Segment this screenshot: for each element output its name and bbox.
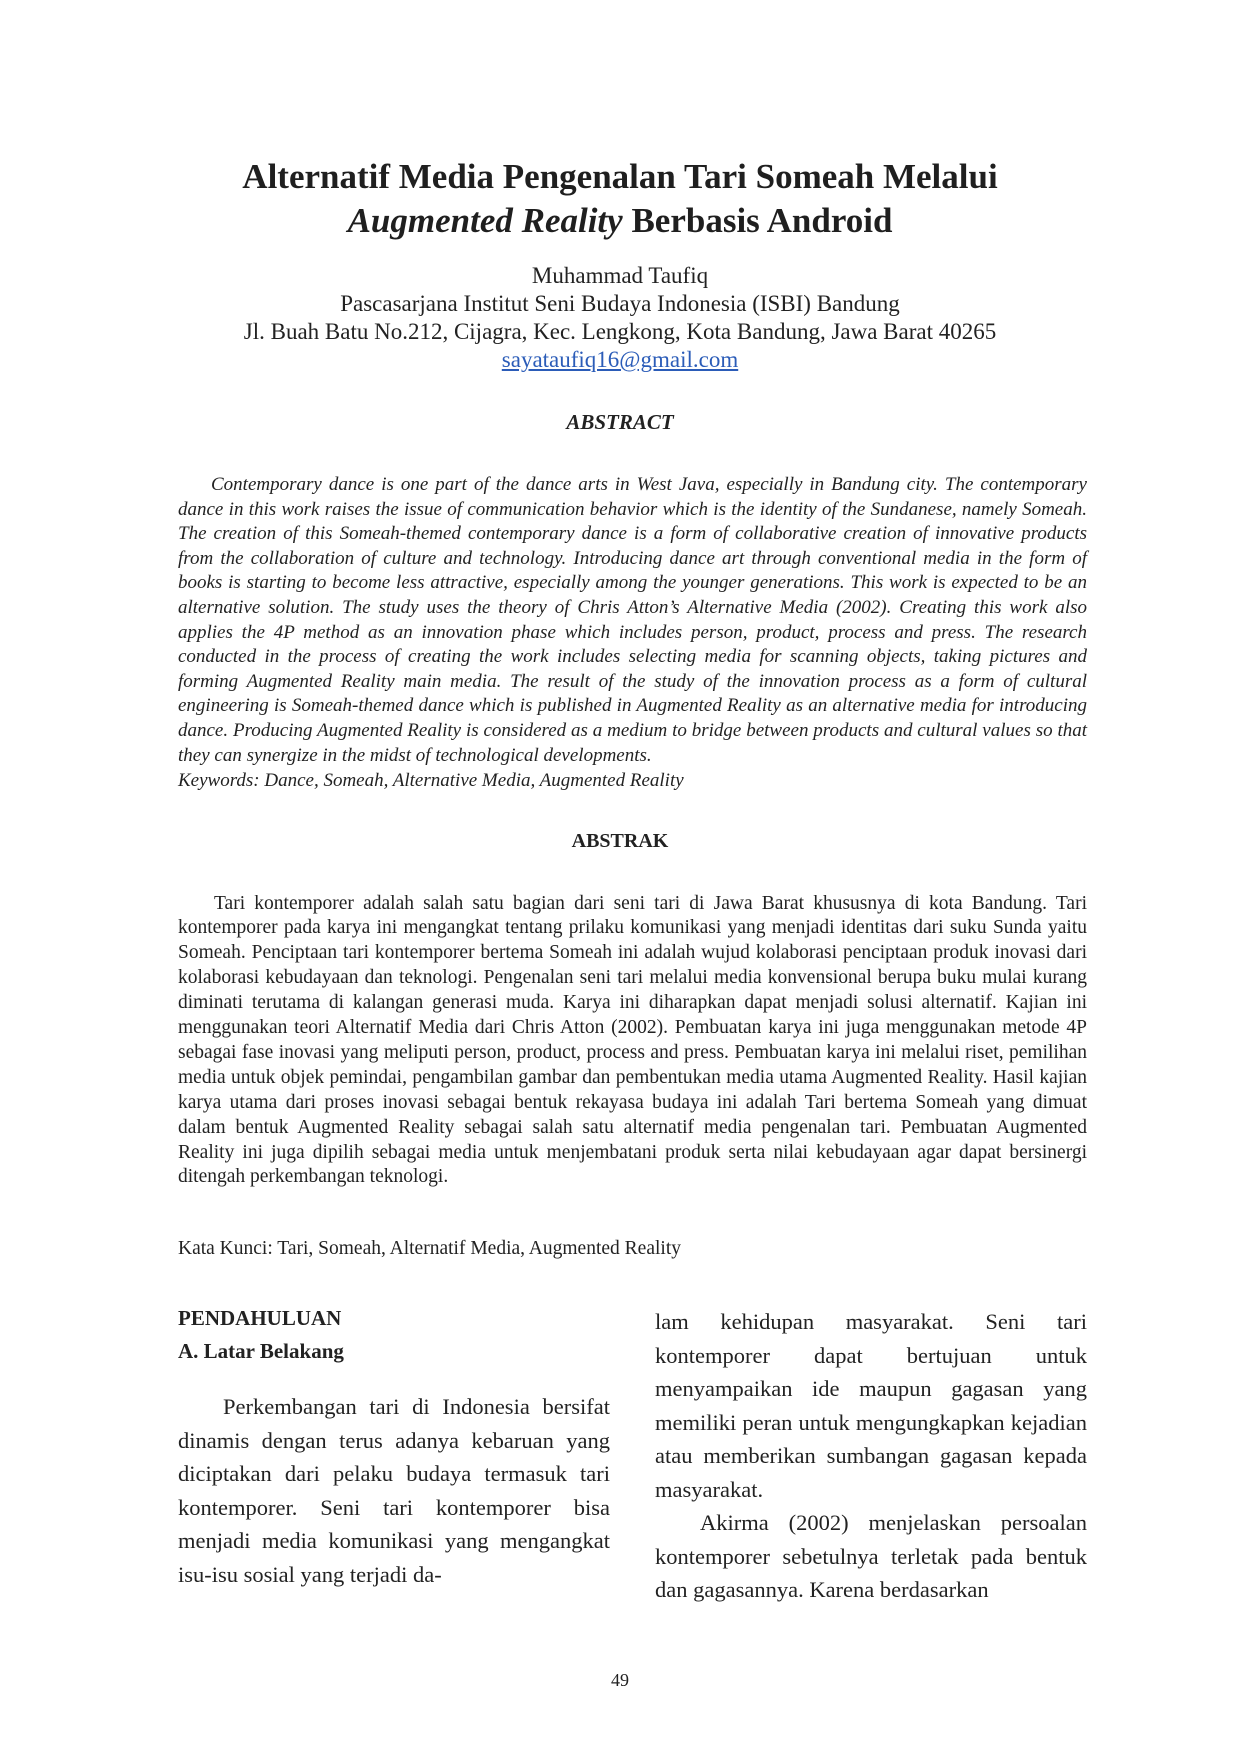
author-email-link[interactable]: sayataufiq16@gmail.com <box>501 347 739 372</box>
title-italic-part: Augmented Reality <box>347 201 623 240</box>
subsection-heading-latar-belakang: A. Latar Belakang <box>178 1339 344 1363</box>
author-address: Jl. Buah Batu No.212, Cijagra, Kec. Lengkong, Kota Bandung, Jawa Barat 40265 <box>243 319 997 344</box>
intro-paragraph-right-2: Akirma (2002) menjelaskan persoalan kontemporer sebetulnya terletak pada bentuk dan gagasannya. Karena berdasarkan <box>655 1510 1087 1602</box>
abstrak-body: Tari kontemporer adalah salah satu bagian dari seni tari di Jawa Barat khususnya di kota Bandung. Tari kontemporer pada karya ini mengangkat tentang prilaku komunikasi yang menjadi identitas dari suku Sunda yaitu Someah. Penciptaan tari kontemporer bertema Someah ini adalah wujud kolaborasi penciptaan produk inovasi dari kolaborasi kebudayaan dan teknologi. Pengenalan seni tari melalui media konvensional berupa buku mulai kurang diminati terutama di kalangan generasi muda. Karya ini diharapkan dapat menjadi solusi alternatif. Kajian ini menggunakan teori Alternatif Media dari Chris Atton (2002). Pembuatan karya ini juga menggunakan metode 4P sebagai fase inovasi yang meliputi person, product, process and press. Pembuatan karya ini melalui riset, pemilihan media untuk objek pemindai, pengambilan gambar dan pembentukan media utama Augmented Reality. Hasil kajian karya utama dari proses inovasi sebagai bentuk rekayasa budaya ini adalah Tari bertema Someah yang dimuat dalam bentuk Augmented Reality sebagai salah satu alternatif media pengenalan tari. Pembuatan Augmented Reality ini juga dipilih sebagai media untuk menjembatani produk serta nilai kebudayaan agar dapat bersinergi ditengah perkembangan teknologi. <box>178 892 1087 1188</box>
intro-paragraph-left: Perkembangan tari di Indonesia bersifat dinamis dengan terus adanya kebaruan yang diciptakan dari pelaku budaya termasuk tari kontemporer. Seni tari kontemporer bisa menjadi media komunikasi yang mengangkat isu-isu sosial yang terjadi da- <box>178 1394 610 1587</box>
author-block <box>150 262 1090 374</box>
page-number: 49 <box>611 1670 629 1690</box>
left-column <box>178 1302 610 1591</box>
abstrak-keywords: Kata Kunci: Tari, Someah, Alternatif Media, Augmented Reality <box>178 1238 681 1259</box>
right-column <box>655 1305 1087 1607</box>
author-affiliation: Pascasarjana Institut Seni Budaya Indonesia (ISBI) Bandung <box>340 291 900 316</box>
intro-paragraph-right-1: lam kehidupan masyarakat. Seni tari kontemporer dapat bertujuan untuk menyampaikan ide maupun gagasan yang memiliki peran untuk mengungkapkan kejadian atau memberikan sumbangan gagasan kepada masyarakat. <box>655 1309 1087 1502</box>
abstract-body: Contemporary dance is one part of the dance arts in West Java, especially in Bandung city. The contemporary dance in this work raises the issue of communication behavior which is the identity of the Sundanese, namely Someah. The creation of this Someah-themed contemporary dance is a form of collaborative creation of innovative products from the collaboration of culture and technology. Introducing dance art through conventional media in the form of books is starting to become less attractive, especially among the younger generations. This work is expected to be an alternative solution. The study uses the theory of Chris Atton’s Alternative Media (2002). Creating this work also applies the 4P method as an innovation phase which includes person, product, process and press. The research conducted in the process of creating the work includes selecting media for scanning objects, taking pictures and forming Augmented Reality main media. The result of the study of the innovation process as a form of cultural engineering is Someah-themed dance which is published in Augmented Reality as an alternative media for introducing dance. Producing Augmented Reality is considered as a medium to bridge between products and cultural values so that they can synergize in the midst of technological developments. <box>178 474 1087 766</box>
title-line-1: Alternatif Media Pengenalan Tari Someah Melalui <box>242 157 998 196</box>
abstract-heading: ABSTRACT <box>566 410 674 434</box>
author-name: Muhammad Taufiq <box>531 263 709 288</box>
paper-title <box>150 155 1090 243</box>
abstract-keywords: Keywords: Dance, Someah, Alternative Media, Augmented Reality <box>178 770 684 791</box>
abstrak-heading: ABSTRAK <box>571 830 669 852</box>
title-line-2 <box>150 199 1090 243</box>
title-rest: Berbasis Android <box>622 201 893 240</box>
section-heading-pendahuluan: PENDAHULUAN <box>178 1306 342 1330</box>
